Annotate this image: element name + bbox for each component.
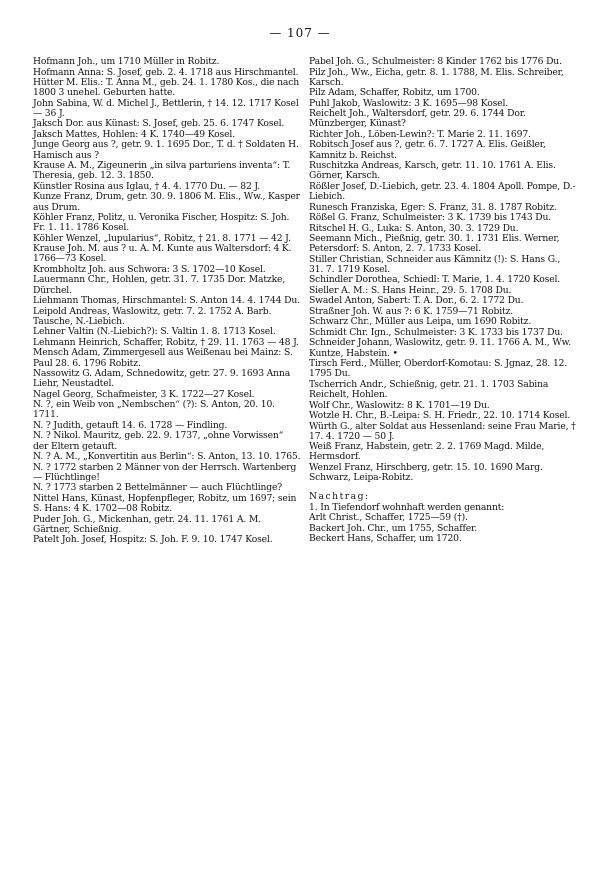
entry: Hofmann Joh., um 1710 Müller in Robitz. xyxy=(33,56,220,67)
entry: Köhler Franz, Politz, u. Veronika Fischer, Hospitz: S. Joh. Fr. 1. 11. 1786 Kosel. xyxy=(33,212,290,234)
entry: Reichelt Joh., Waltersdorf, getr. 29. 6. 1744 Dor. Münzberger, Künast? xyxy=(309,108,526,130)
entry: Straßner Joh. W. aus ?: 6 K. 1759—71 Robitz. xyxy=(309,305,514,317)
entry: Liehmann Thomas, Hirschmantel: S. Anton 14. 4. 1744 Du. xyxy=(33,295,300,307)
entry: Sieller A. M.: S. Hans Heinr., 29. 5. 1708 Du. xyxy=(309,284,512,296)
entry: Jaksch Dor. aus Künast: S. Josef, geb. 25. 6. 1747 Kosel. xyxy=(33,118,285,130)
entry: Tscherrich Andr., Schießnig, getr. 21. 1. 1703 Sabina Reichelt, Hohlen. xyxy=(309,378,549,401)
entry: N. ? 1773 starben 2 Bettelmänner — auch Flüchtlinge? xyxy=(33,482,283,494)
entry: Swadel Anton, Sabert: T. A. Dor., 6. 2. 1772 Du. xyxy=(309,295,524,307)
entry: Wolf Chr., Waslowitz: 8 K. 1701—19 Du. xyxy=(309,399,490,411)
entry: Ruschitzka Andreas, Karsch, getr. 11. 10. 1761 A. Elis. Görner, Karsch. xyxy=(309,160,556,182)
entry: N. ?, ein Weib von „Nembschen“ (?): S. Anton, 20. 10. 1711. xyxy=(33,399,275,421)
entry: Nittel Hans, Künast, Hopfenpfleger, Robitz, um 1697; sein S. Hans: 4 K. 1702—08 Robitz. xyxy=(33,492,297,515)
entry: Rößel G. Franz, Schulmeister: 3 K. 1739 bis 1743 Du. xyxy=(309,212,552,224)
entry: Puder Joh. G., Mickenhan, getr. 24. 11. 1761 A. M. Gärtner, Schießnig. xyxy=(33,513,261,535)
entry: Hofmann Anna: S. Josef, geb. 2. 4. 1718 aus Hirschmantel. xyxy=(33,66,299,78)
entry: Schmidt Chr. Ign., Schulmeister: 3 K. 1733 bis 1737 Du. xyxy=(309,326,563,338)
entry: Tirsch Ferd., Müller, Oberdorf-Komotau: S. Jgnaz, 28. 12. 1795 Du. xyxy=(309,358,568,380)
entry: Seemann Mich., Pießnig, getr. 30. 1. 1731 Elis. Werner, Petersdorf: S. Anton, 2. 7. 1733 Kosel. xyxy=(309,233,560,255)
entry: Puhl Jakob, Waslowitz: 3 K. 1695—98 Kosel. xyxy=(309,97,509,109)
entry: Kunze Franz, Drum, getr. 30. 9. 1806 M. Elis., Ww., Kasper aus Drum. xyxy=(33,191,300,213)
entry: Lehmann Heinrich, Schaffer, Robitz, † 29. 11. 1763 — 48 J. xyxy=(33,336,299,348)
entry: Junge Georg aus ?, getr. 9. 1. 1695 Dor., T. d. † Soldaten H. Hamisch aus ? xyxy=(33,139,299,161)
entry: Leipold Andreas, Waslowitz, getr. 7. 2. 1752 A. Barb. Tausche, N.-Liebich. xyxy=(33,305,272,327)
entry: N. ? Nikol. Mauritz, geb. 22. 9. 1737, „ohne Vorwissen“ der Eltern getauft. xyxy=(33,430,284,452)
entry: Richter Joh., Löben-Lewin?: T. Marie 2. 11. 1697. xyxy=(309,128,531,140)
entry: Krombholtz Joh. aus Schwora: 3 S. 1702—10 Kosel. xyxy=(33,263,266,275)
nachtrag-heading: Nachtrag: xyxy=(309,491,370,503)
entry: Mensch Adam, Zimmergesell aus Weißenau bei Mainz: S. Paul 28. 6. 1796 Robitz. xyxy=(33,347,293,369)
entry: Krause A. M., Zigeunerin „in silva parturiens inventa“: T. Theresia, geb. 12. 3. 1850. xyxy=(33,160,291,182)
entry: Lauermann Chr., Hohlen, getr. 31. 7. 1735 Dor. Matzke, Dürchel. xyxy=(33,274,286,296)
entry: Patelt Joh. Josef, Hospitz: S. Joh. F. 9. 10. 1747 Kosel. xyxy=(33,534,273,546)
entry: Beckert Hans, Schaffer, um 1720. xyxy=(309,533,462,545)
left-column xyxy=(33,57,301,545)
entry: Robitsch Josef aus ?, getr. 6. 7. 1727 A. Elis. Geißler, Kamnitz b. Reichst. xyxy=(309,139,546,161)
entry: Rößler Josef, D.-Liebich, getr. 23. 4. 1804 Apoll. Pompe, D.-Liebich. xyxy=(309,180,576,203)
page-number: — 107 — xyxy=(269,26,331,40)
entry: Weiß Franz, Habstein, getr. 2. 2. 1769 Magd. Milde, Hermsdorf. xyxy=(309,441,545,463)
entry: Runesch Franziska, Eger: S. Franz, 31. 8. 1787 Robitz. xyxy=(309,201,557,213)
entry: Stiller Christian, Schneider aus Kämnitz (!): S. Hans G., 31. 7. 1719 Kosel. xyxy=(309,253,561,275)
entry: Wenzel Franz, Hirschberg, getr. 15. 10. 1690 Marg. Schwarz, Leipa-Robitz. xyxy=(309,461,543,484)
entry: Ritschel H. G., Luka: S. Anton, 30. 3. 1729 Du. xyxy=(309,222,519,234)
right-column xyxy=(309,57,577,544)
entry: N. ? Judith, getauft 14. 6. 1728 — Findling. xyxy=(33,419,228,431)
entry: Arlt Christ., Schaffer, 1725—59 (†). xyxy=(309,512,468,524)
entry: Köhler Wenzel, „lupularius“, Robitz, † 21. 8. 1771 — 42 J. xyxy=(33,232,291,244)
entry: Pilz Joh., Ww., Eicha, getr. 8. 1. 1788, M. Elis. Schreiber, Karsch. xyxy=(309,66,564,88)
nachtrag-list xyxy=(309,503,577,545)
entry: Nagel Georg, Schafmeister, 3 K. 1722—27 Kosel. xyxy=(33,388,255,400)
entry: N. ? 1772 starben 2 Männer von der Herrsch. Wartenberg — Flüchtlinge! xyxy=(33,461,297,483)
entry: Pabel Joh. G., Schulmeister: 8 Kinder 1762 bis 1776 Du. xyxy=(309,56,562,67)
entry: Schwarz Chr., Müller aus Leipa, um 1690 Robitz. xyxy=(309,316,532,328)
entry: John Sabina, W. d. Michel J., Bettlerin, † 14. 12. 1717 Kosel — 36 J. xyxy=(33,97,299,119)
entry: Wotzle H. Chr., B.-Leipa: S. H. Friedr., 22. 10. 1714 Kosel. xyxy=(309,410,571,422)
entry: Würth G., alter Soldat aus Hessenland: seine Frau Marie, † 17. 4. 1720 — 50 J. xyxy=(309,420,576,442)
entry: N. ? A. M., „Konvertitin aus Berlin“: S. Anton, 13. 10. 1765. xyxy=(33,451,301,463)
entry: Hütter M. Elis.: T. Anna M., geb. 24. 1. 1780 Kos., die nach 1800 3 unehel. Geburten hatte. xyxy=(33,77,300,99)
entry: Schneider Johann, Waslowitz, getr. 9. 11. 1766 A. M., Ww. Kuntze, Habstein. • xyxy=(309,337,572,359)
entry: Krause Joh. M. aus ? u. A. M. Kunte aus Waltersdorf: 4 K. 1766—73 Kosel. xyxy=(33,243,292,265)
entry: Schindler Dorothea, Schiedl: T. Marie, 1. 4. 1720 Kosel. xyxy=(309,274,561,286)
entry: Künstler Rosina aus Iglau, † 4. 4. 1770 Du. — 82 J. xyxy=(33,180,260,192)
right-entry-list xyxy=(309,57,577,483)
entry: Lehner Valtin (N.-Liebich?): S. Valtin 1. 8. 1713 Kosel. xyxy=(33,326,276,338)
entry: Pilz Adam, Schaffer, Robitz, um 1700. xyxy=(309,87,480,99)
entry: Jaksch Mattes, Hohlen: 4 K. 1740—49 Kosel. xyxy=(33,128,235,140)
entry: Backert Joh. Chr., um 1755, Schaffer. xyxy=(309,522,478,534)
entry: 1. In Tiefendorf wohnhaft werden genannt: xyxy=(309,501,505,513)
entry: Nassowitz G. Adam, Schnedowitz, getr. 27. 9. 1693 Anna Liehr, Neustadtel. xyxy=(33,368,291,390)
